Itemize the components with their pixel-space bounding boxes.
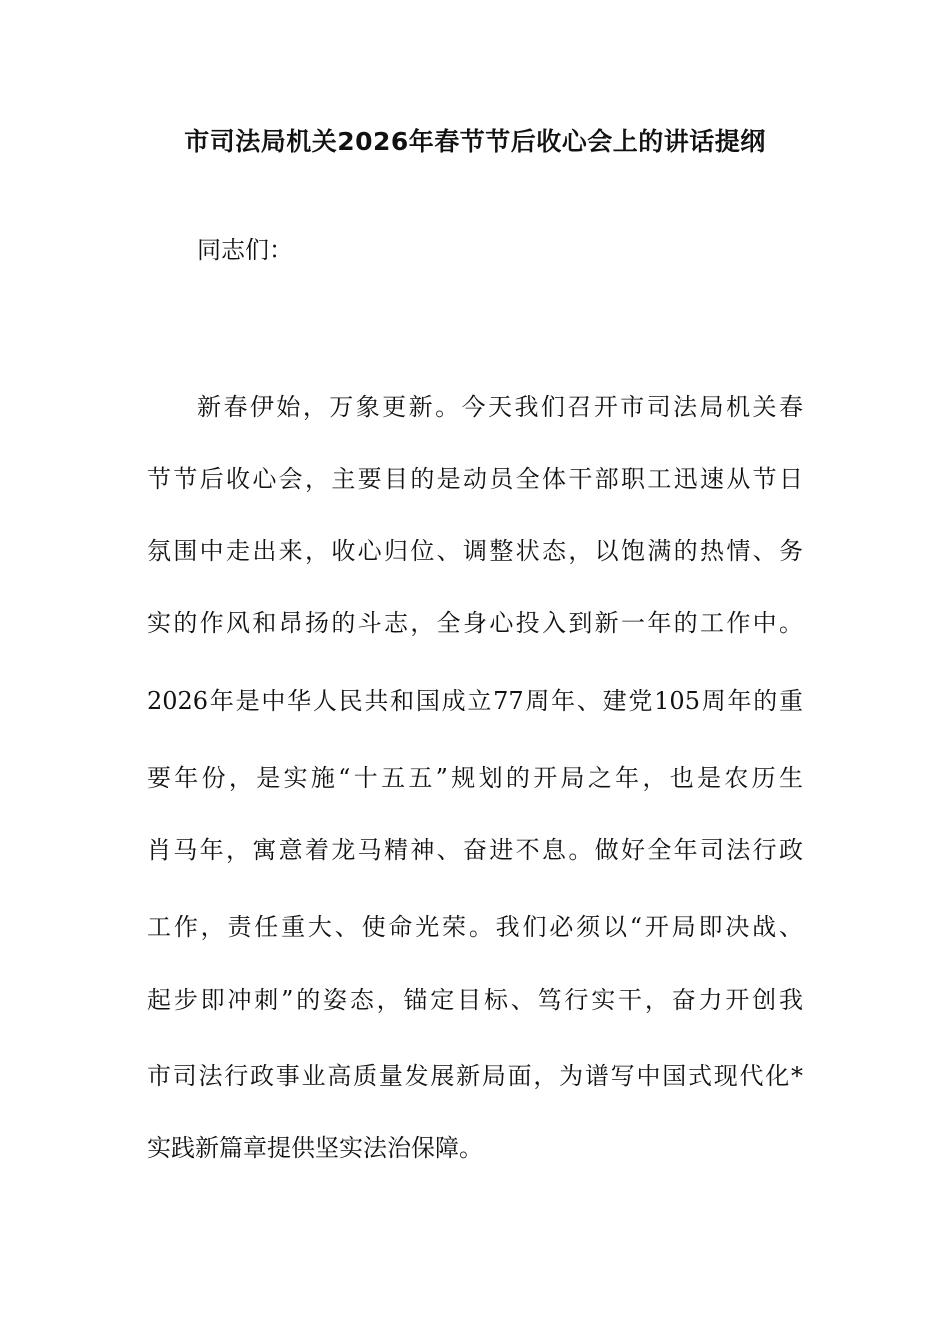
salutation: 同志们： — [197, 236, 293, 264]
paragraph-line: 节节后收心会，主要目的是动员全体干部职工迅速从节日 — [147, 465, 803, 493]
paragraph-line: 肖马年，寓意着龙马精神、奋进不息。做好全年司法行政 — [147, 836, 803, 864]
paragraph-line: 实的作风和昂扬的斗志，全身心投入到新一年的工作中。 — [147, 609, 803, 637]
paragraph-line: 要年份，是实施“十五五”规划的开局之年，也是农历生 — [147, 764, 803, 792]
paragraph-line: 氛围中走出来，收心归位、调整状态，以饱满的热情、务 — [147, 537, 803, 565]
paragraph-line: 起步即冲刺”的姿态，锚定目标、笃行实干，奋力开创我 — [147, 986, 803, 1014]
document-title: 市司法局机关2026年春节节后收心会上的讲话提纲 — [184, 127, 766, 156]
paragraph-line: 市司法行政事业高质量发展新局面，为谱写中国式现代化* — [147, 1062, 803, 1090]
paragraph-line: 实践新篇章提供坚实法治保障。 — [147, 1134, 483, 1162]
paragraph-line: 2026年是中华人民共和国成立77周年、建党105周年的重 — [147, 687, 803, 715]
paragraph-line: 新春伊始，万象更新。今天我们召开市司法局机关春 — [197, 393, 803, 421]
paragraph-line: 工作，责任重大、使命光荣。我们必须以“开局即决战、 — [147, 913, 803, 941]
